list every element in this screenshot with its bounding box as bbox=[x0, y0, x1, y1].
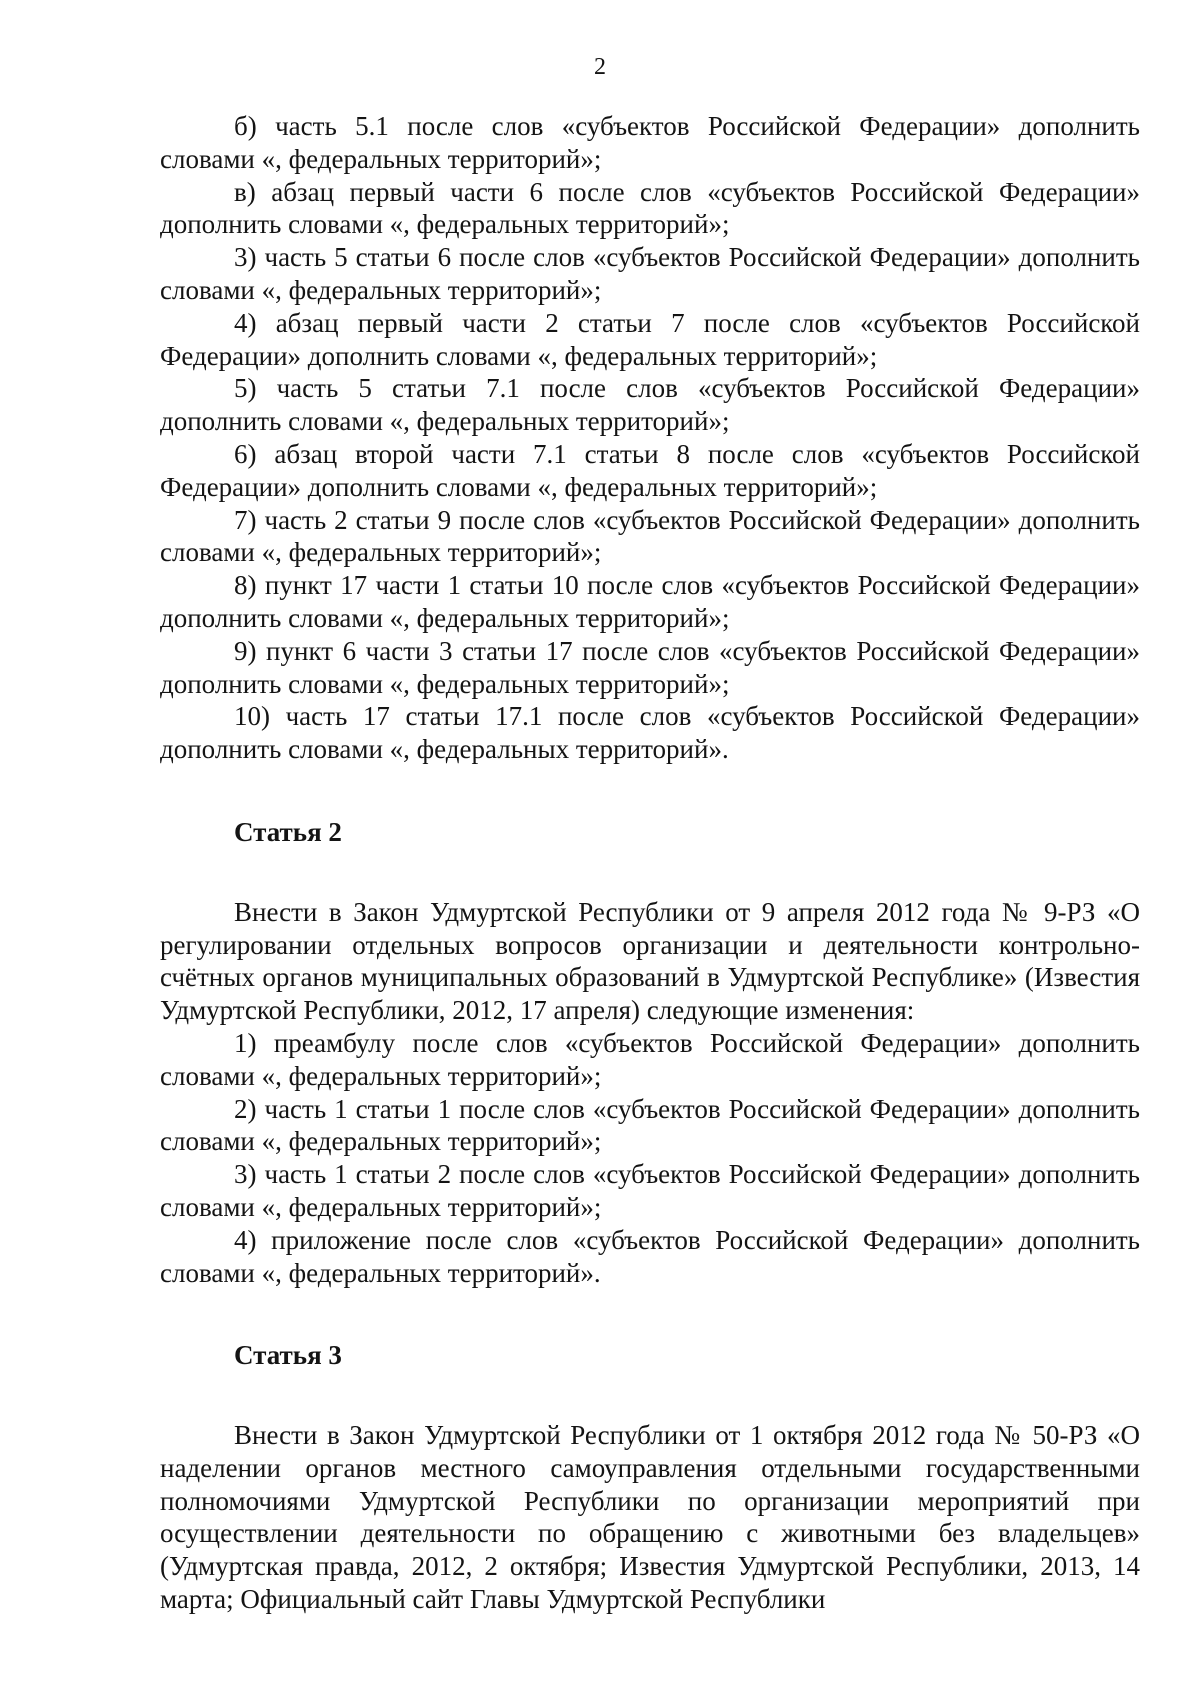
article-2-intro: Внести в Закон Удмуртской Республики от 9 апреля 2012 года № 9-РЗ «О регулировании отдельных вопросов организации и деятельности контрольно-счётных органов муниципальных образований в Удмуртской Республике» (Известия Удмуртской Республики, 2012, 17 апреля) следующие изменения: bbox=[160, 896, 1140, 1026]
page-number: 2 bbox=[594, 54, 606, 80]
article-2-item-2: 2) часть 1 статьи 1 после слов «субъектов Российской Федерации» дополнить словами «, федеральных территорий»; bbox=[160, 1093, 1140, 1157]
amendment-item-10: 10) часть 17 статьи 17.1 после слов «субъектов Российской Федерации» дополнить словами «, федеральных территорий». bbox=[160, 701, 1140, 765]
article-2-item-1: 1) преамбулу после слов «субъектов Российской Федерации» дополнить словами «, федеральных территорий»; bbox=[160, 1027, 1140, 1091]
article-2-heading: Статья 2 bbox=[234, 816, 342, 847]
article-3-heading: Статья 3 bbox=[234, 1340, 342, 1371]
document-body bbox=[160, 110, 1140, 1616]
amendment-item-4: 4) абзац первый части 2 статьи 7 после слов «субъектов Российской Федерации» дополнить словами «, федеральных территорий»; bbox=[160, 307, 1140, 371]
amendment-item-b: б) часть 5.1 после слов «субъектов Российской Федерации» дополнить словами «, федеральных территорий»; bbox=[160, 111, 1140, 174]
article-2-item-3: 3) часть 1 статьи 2 после слов «субъектов Российской Федерации» дополнить словами «, федеральных территорий»; bbox=[160, 1159, 1140, 1222]
amendment-item-6: 6) абзац второй части 7.1 статьи 8 после слов «субъектов Российской Федерации» дополнить словами «, федеральных территорий»; bbox=[160, 438, 1140, 502]
amendment-item-3: 3) часть 5 статьи 6 после слов «субъектов Российской Федерации» дополнить словами «, федеральных территорий»; bbox=[160, 242, 1140, 305]
amendment-item-7: 7) часть 2 статьи 9 после слов «субъектов Российской Федерации» дополнить словами «, федеральных территорий»; bbox=[160, 504, 1140, 568]
amendment-item-5: 5) часть 5 статьи 7.1 после слов «субъектов Российской Федерации» дополнить словами «, федеральных территорий»; bbox=[160, 373, 1140, 437]
article-2-item-4: 4) приложение после слов «субъектов Российской Федерации» дополнить словами «, федеральных территорий». bbox=[160, 1224, 1140, 1288]
amendment-item-v: в) абзац первый части 6 после слов «субъектов Российской Федерации» дополнить словами «, федеральных территорий»; bbox=[160, 176, 1140, 240]
amendment-item-9: 9) пункт 6 части 3 статьи 17 после слов «субъектов Российской Федерации» дополнить словами «, федеральных территорий»; bbox=[160, 635, 1140, 699]
amendment-item-8: 8) пункт 17 части 1 статьи 10 после слов «субъектов Российской Федерации» дополнить словами «, федеральных территорий»; bbox=[160, 570, 1140, 633]
article-3-intro: Внести в Закон Удмуртской Республики от 1 октября 2012 года № 50-РЗ «О наделении органов местного самоуправления отдельными государственными полномочиями Удмуртской Республики по организации мероприятий при осуществлении деятельности по обращению с животными без владельцев» (Удмуртская правда, 2012, 2 октября; Известия Удмуртской Республики, 2013, 14 марта; Официальный сайт Главы Удмуртской Республики bbox=[160, 1420, 1140, 1615]
